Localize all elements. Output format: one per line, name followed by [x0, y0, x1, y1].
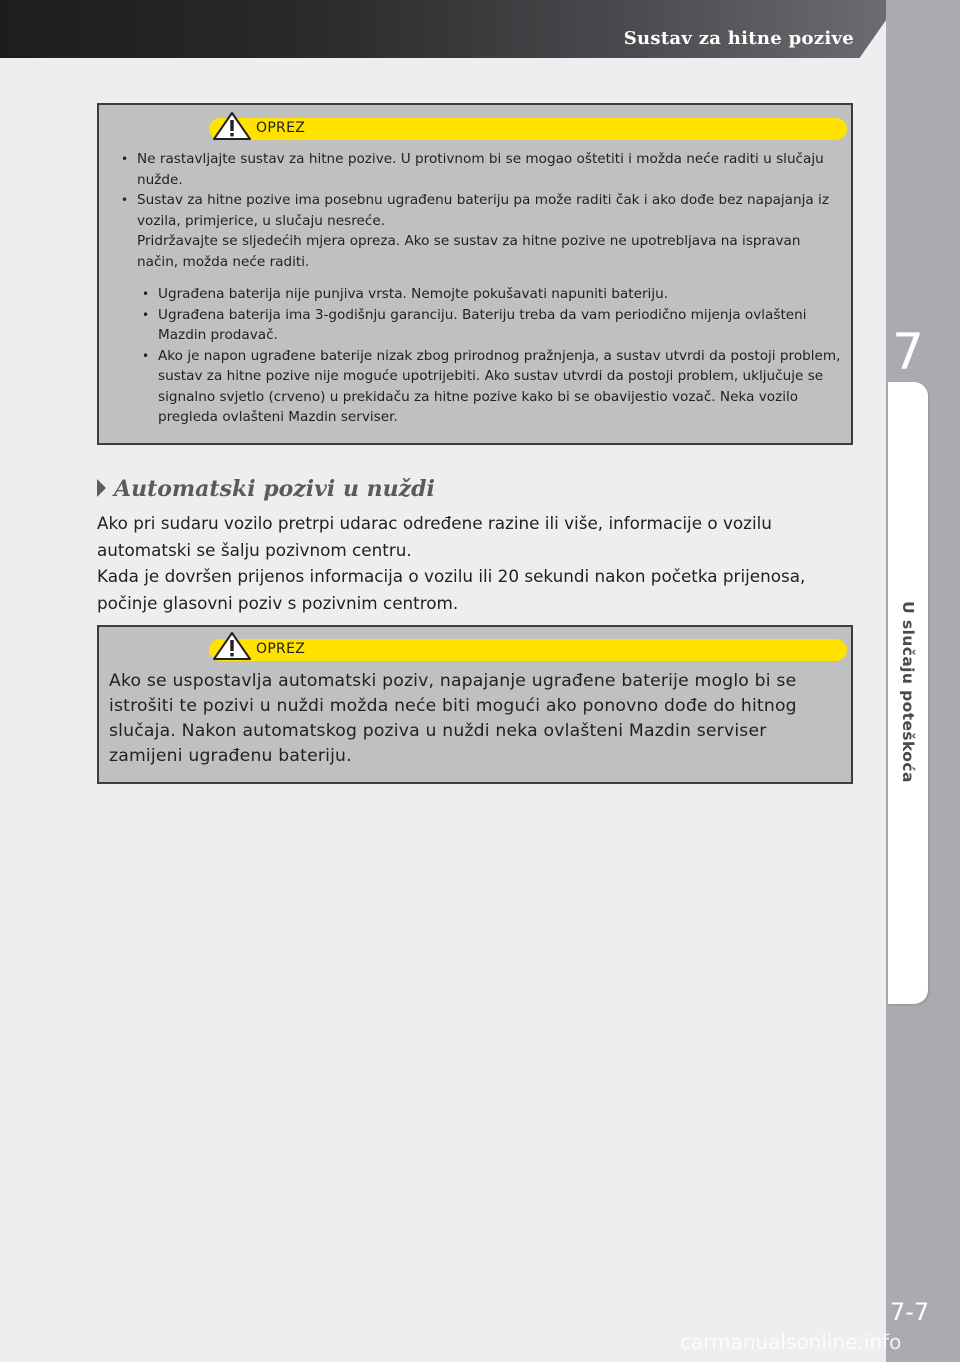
caution-heading: OPREZ [256, 641, 306, 657]
list-item: • Ugrađena baterija nije punjiva vrsta. Nemojte pokušavati napuniti bateriju. [158, 284, 841, 305]
list-item: • Ne rastavljajte sustav za hitne pozive. U protivnom bi se mogao oštetiti i možda neće raditi u slučaju nužde. [137, 149, 841, 190]
list-item: • Sustav za hitne pozive ima posebnu ugrađenu bateriju pa može raditi čak i ako dođe bez napajanja iz vozila, primjerice, u slučaju nesreće. [137, 190, 841, 231]
paragraph: Ako pri sudaru vozilo pretrpi udarac određene razine ili više, informacije o vozilu automatski se šalju pozivnom centru. [97, 513, 772, 560]
caution-box-2 [97, 625, 853, 784]
list-item: • Ugrađena baterija ima 3-godišnju garanciju. Bateriju treba da vam periodično mijenja ovlašteni Mazdin prodavač. [158, 305, 841, 346]
caution-paragraph: Pridržavajte se sljedećih mjera opreza. Ako se sustav za hitne pozive ne upotrebljava na ispravan način, možda neće raditi. [137, 233, 801, 270]
section-title-text: Automatski pozivi u nuždi [114, 476, 435, 502]
warning-triangle-icon [212, 631, 252, 661]
caution-heading: OPREZ [256, 120, 306, 136]
caution-body: Ako se uspostavlja automatski poziv, napajanje ugrađene baterije moglo bi se istrošiti te pozivi u nuždi možda neće biti mogući ako ponovno dođe do hitnog slučaja. Nakon automatskog poziva u nuždi neka ovlašteni Mazdin serviser zamijeni ugrađenu bateriju. [109, 671, 797, 766]
header-title: Sustav za hitne pozive [623, 28, 854, 49]
section-title [97, 476, 435, 502]
caution-bullet-list [117, 149, 841, 231]
section-marker-icon [97, 479, 106, 497]
list-item: • Ako je napon ugrađene baterije nizak zbog prirodnog pražnjenja, a sustav utvrdi da postoji problem, sustav za hitne pozive nije moguće upotrijebiti. Ako sustav utvrdi da postoji problem, uključuje se signalno svjetlo (crveno) u prekidaču za hitne pozive kako bi se obavijestio vozač. Neka vozilo pregleda ovlašteni Mazdin serviser. [158, 346, 841, 428]
caution-box-1 [97, 103, 853, 445]
chapter-number: 7 [892, 323, 924, 381]
watermark: carmanualsonline.info [680, 1330, 902, 1354]
page-number: 7-7 [890, 1298, 930, 1326]
caution-sub-list [117, 284, 841, 428]
caution-body [117, 149, 841, 428]
paragraph: Kada je dovršen prijenos informacija o vozilu ili 20 sekundi nakon početka prijenosa, počinje glasovni poziv s pozivnim centrom. [97, 566, 806, 613]
section-body [97, 510, 857, 616]
chapter-label: U slučaju poteškoća [899, 601, 917, 783]
warning-triangle-icon [212, 111, 252, 141]
